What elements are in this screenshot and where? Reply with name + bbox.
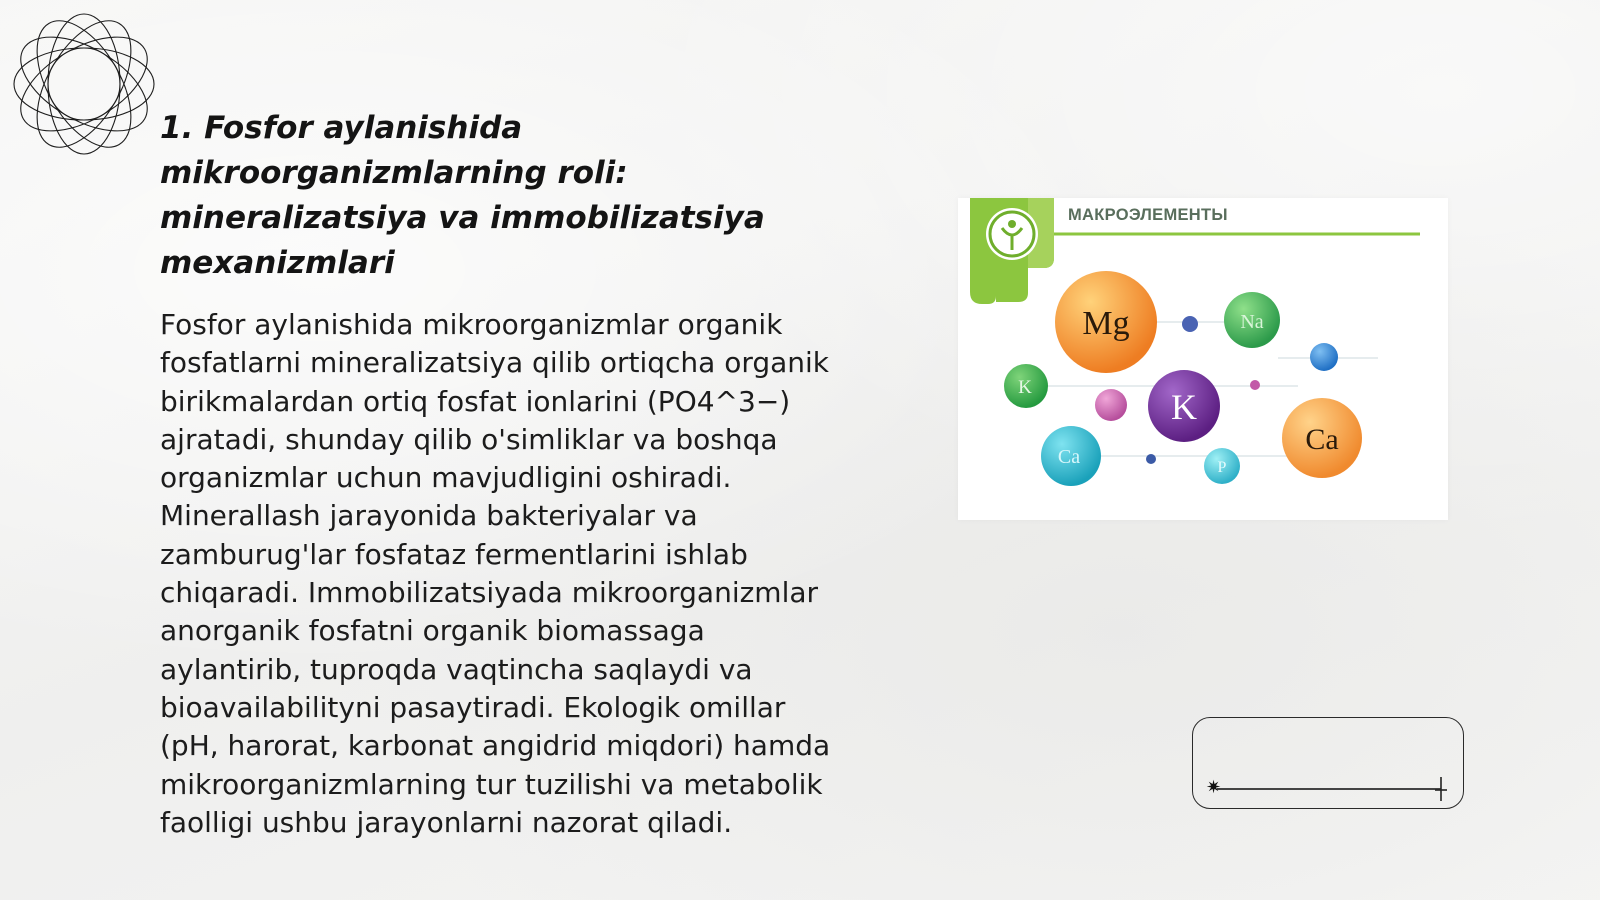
element-dot xyxy=(1182,316,1198,332)
element-label: Mg xyxy=(1082,305,1130,342)
element-label: Ca xyxy=(1305,423,1339,456)
slide-title: 1. Fosfor aylanishida mikroorganizmlarning roli: mineralizatsiya va immobilizatsiya mexanizmlari xyxy=(160,110,765,281)
element-label: K xyxy=(1018,377,1032,398)
element-dot xyxy=(1095,389,1127,421)
sun-burst-icon: ✷ xyxy=(1206,777,1222,798)
element-dot xyxy=(1310,343,1338,371)
slider-track xyxy=(1217,788,1441,790)
element-label: P xyxy=(1217,459,1227,476)
element-label: Ca xyxy=(1057,446,1081,468)
macroelements-illustration xyxy=(958,198,1448,520)
element-label: Na xyxy=(1240,311,1264,333)
element-dot xyxy=(1146,454,1156,464)
element-dot xyxy=(1250,380,1260,390)
interlocking-circles-icon xyxy=(10,10,158,158)
macroelements-image xyxy=(958,198,1448,520)
decorative-slider-frame xyxy=(1192,717,1464,809)
element-label: K xyxy=(1171,387,1197,427)
macroelements-heading: МАКРОЭЛЕМЕНТЫ xyxy=(1068,206,1228,224)
slide-body-text: Fosfor aylanishida mikroorganizmlar organik fosfatlarni mineralizatsiya qilib ortiqcha organik birikmalardan ortiq fosfat ionlarini (PO4^3−) ajratadi, shunday qilib o'simliklar va boshqa organizmlar uchun mavjudligini oshiradi. Minerallash jarayonida bakteriyalar va zamburug'lar fosfataz fermentlarini ishlab chiqaradi. Immobilizatsiyada mikroorganizmlar anorganik fosfatni organik biomassaga aylantirib, tuproqda vaqtincha saqlaydi va bioavailabilityni pasaytiradi. Ekologik omillar (pH, harorat, karbonat angidrid miqdori) hamda mikroorganizmlarning tur tuzilishi va metabolik faolligi ushbu jarayonlarni nazorat qiladi. xyxy=(160,308,831,839)
crosshair-icon xyxy=(1435,776,1447,802)
